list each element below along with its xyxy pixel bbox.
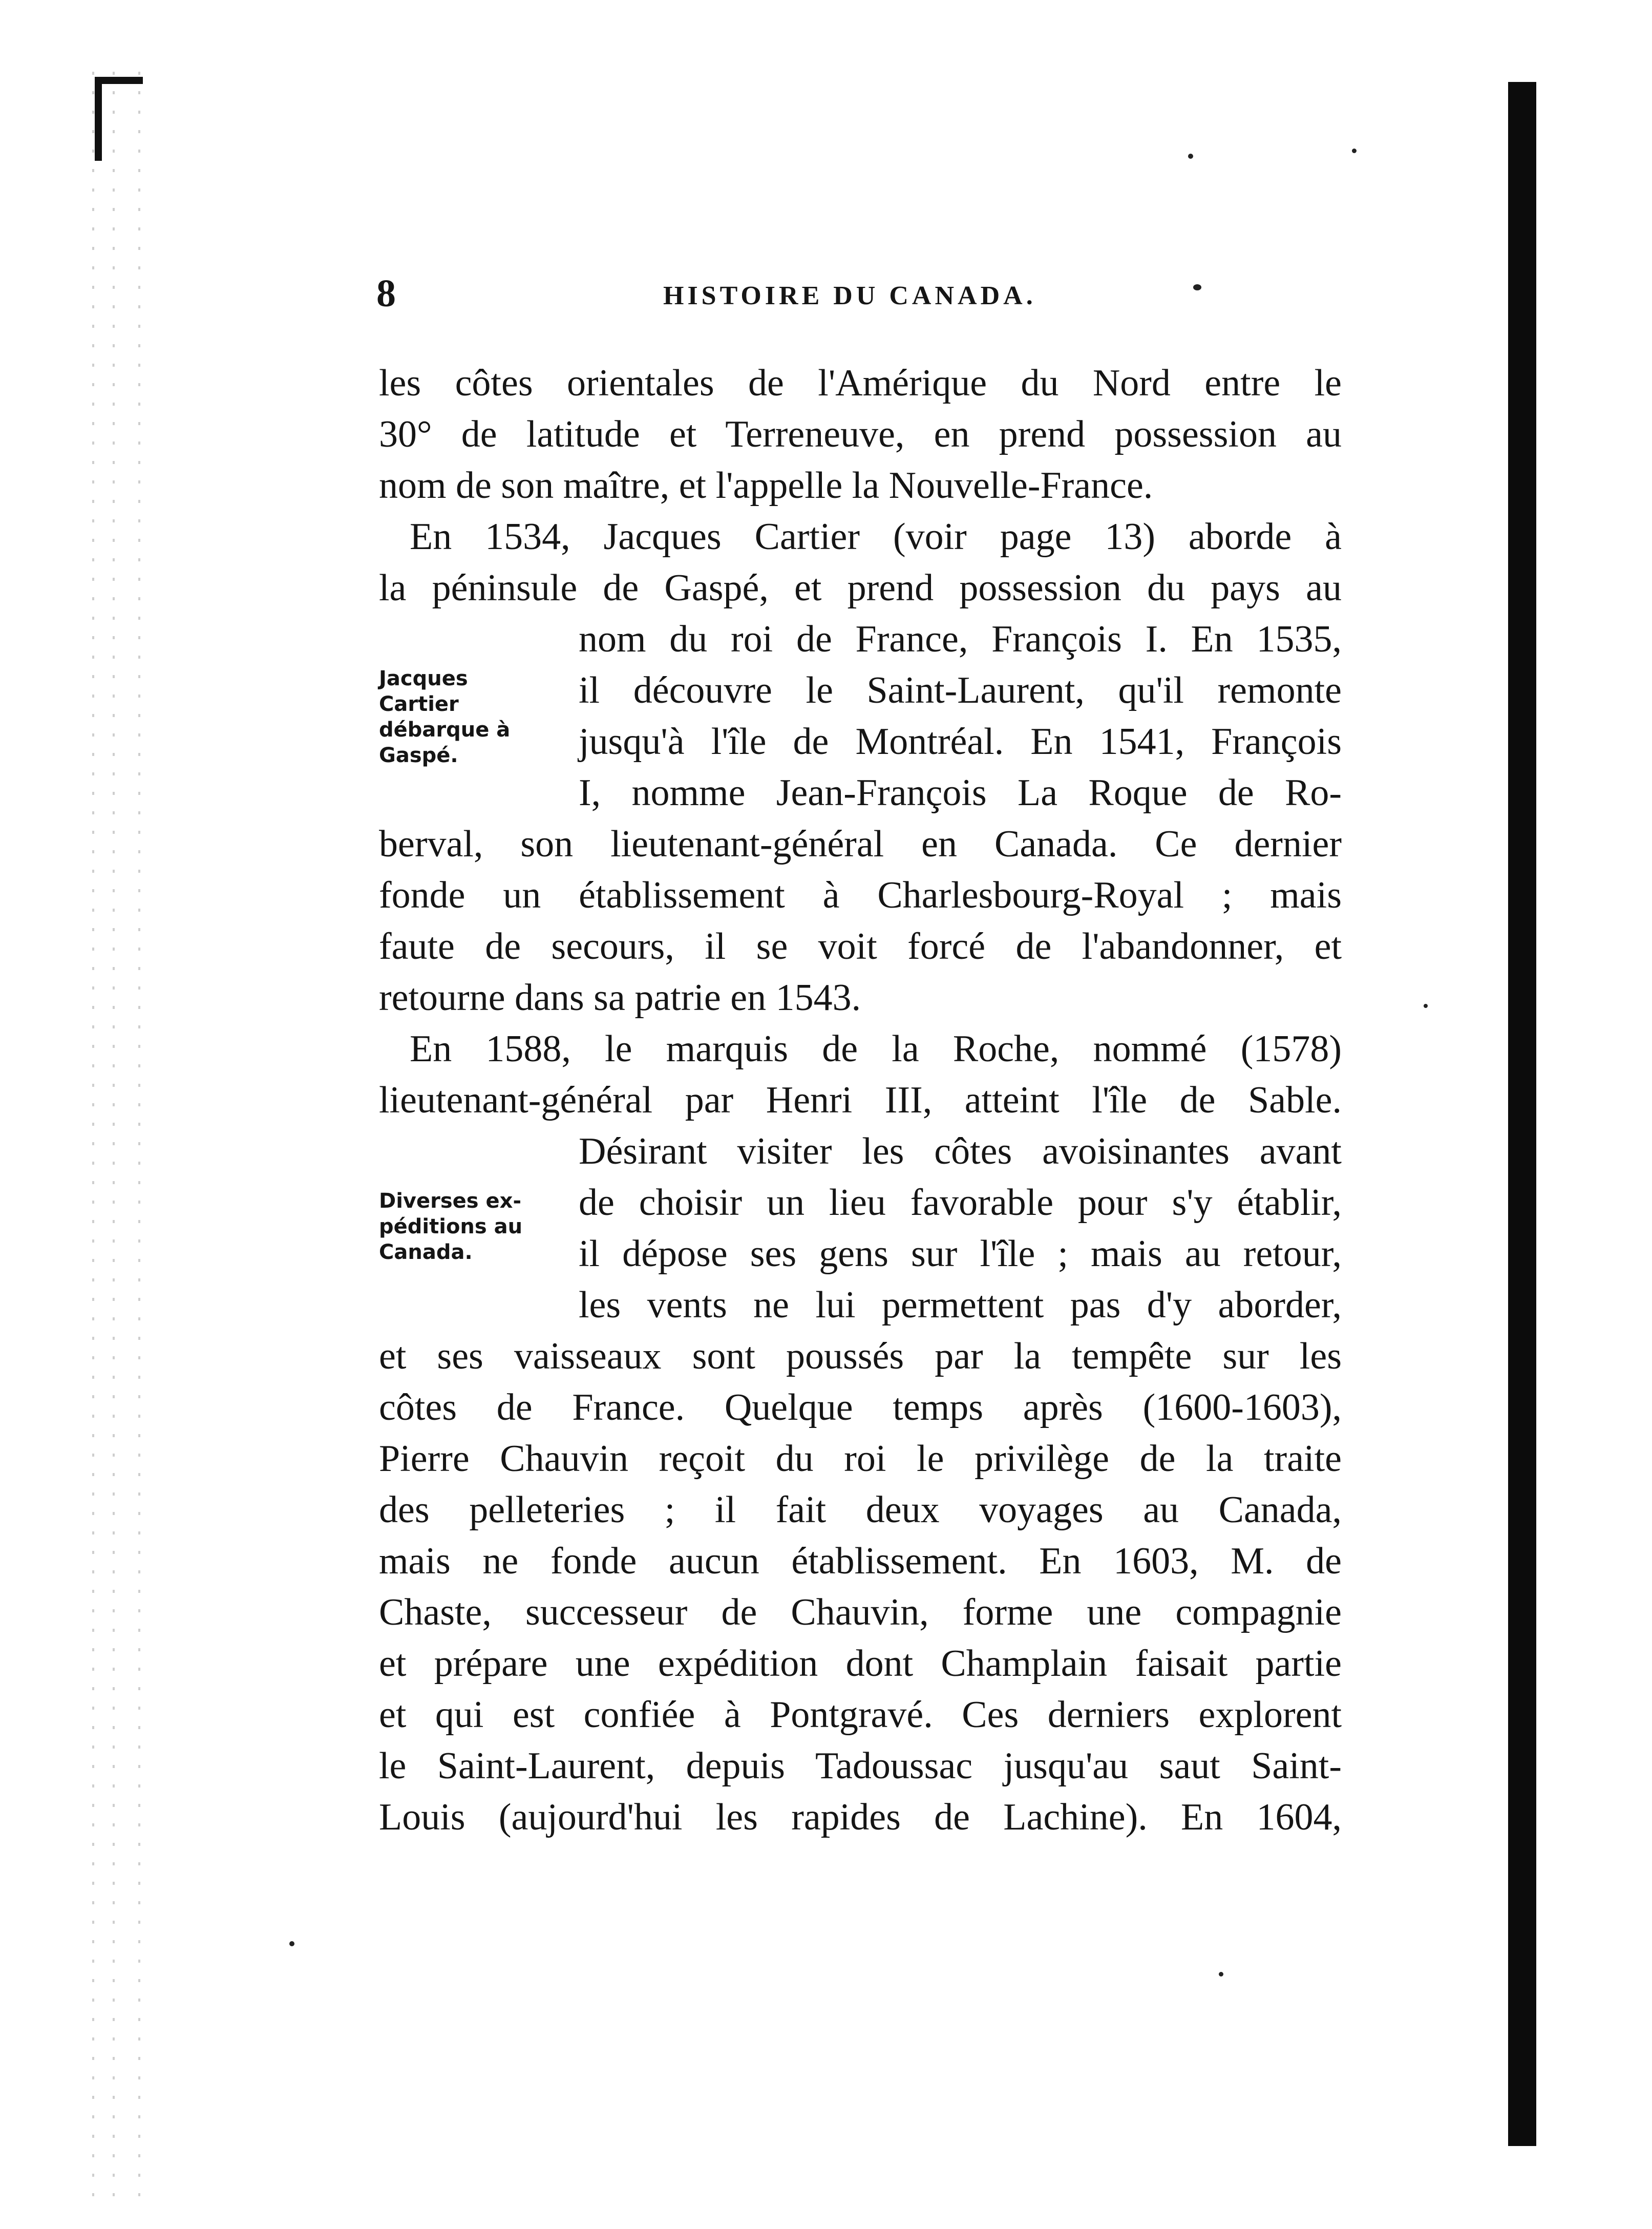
body-line: berval, son lieutenant-général en Canada. Ce dernier [379,823,1342,865]
scan-speck [1188,154,1193,159]
side-note-line: Cartier [379,692,459,716]
scan-speck [1424,1004,1428,1008]
side-note-line: Jacques [379,667,468,690]
page-header [376,266,1339,318]
page-edge-shadow [1508,82,1536,2146]
body-line: le Saint-Laurent, depuis Tadoussac jusqu'au saut Saint- [379,1745,1342,1787]
body-line: de choisir un lieu favorable pour s'y établir, [579,1182,1342,1224]
side-note-line: Canada. [379,1240,473,1264]
body-line: lieutenant-général par Henri III, atteint l'île de Sable. [379,1079,1342,1121]
body-line: mais ne fonde aucun établissement. En 1603, M. de [379,1540,1342,1582]
scan-speck [1352,149,1357,153]
body-line: nom de son maître, et l'appelle la Nouvelle-France. [379,465,1153,507]
body-line: En 1588, le marquis de la Roche, nommé (1578) [410,1028,1342,1070]
body-line: il découvre le Saint-Laurent, qu'il remonte [579,669,1342,711]
scan-corner-mark [95,77,143,161]
scan-speck [289,1941,294,1946]
side-note-line: Gaspé. [379,744,458,767]
body-line: des pelleteries ; il fait deux voyages au Canada, [379,1489,1342,1531]
body-line: Louis (aujourd'hui les rapides de Lachine). En 1604, [379,1796,1342,1838]
side-note-line: Diverses ex- [379,1189,522,1213]
running-title: HISTOIRE DU CANADA. [663,281,1036,310]
body-line: les vents ne lui permettent pas d'y aborder, [579,1284,1342,1326]
body-line: 30° de latitude et Terreneuve, en prend possession au [379,413,1342,455]
scan-speck [1219,1972,1223,1976]
body-line: la péninsule de Gaspé, et prend possession du pays au [379,567,1342,609]
body-line: I, nomme Jean-François La Roque de Ro- [579,772,1342,814]
body-line: En 1534, Jacques Cartier (voir page 13) aborde à [410,516,1342,558]
body-line: Pierre Chauvin reçoit du roi le privilège de la traite [379,1438,1342,1480]
body-line: et ses vaisseaux sont poussés par la tempête sur les [379,1335,1342,1377]
body-line: retourne dans sa patrie en 1543. [379,977,861,1019]
body-line: fonde un établissement à Charlesbourg-Royal ; mais [379,874,1342,916]
side-note-expeditions [379,1188,574,1265]
binding-shadow [92,72,169,2197]
side-note-line: débarque à [379,718,511,742]
body-line: il dépose ses gens sur l'île ; mais au retour, [579,1233,1342,1275]
body-line: Chaste, successeur de Chauvin, forme une compagnie [379,1591,1342,1633]
page-number: 8 [376,272,396,315]
body-line: et qui est confiée à Pontgravé. Ces derniers explorent [379,1694,1342,1736]
body-line: nom du roi de France, François I. En 1535, [579,618,1342,660]
side-note-line: péditions au [379,1215,523,1238]
body-line: côtes de France. Quelque temps après (1600-1603), [379,1386,1342,1428]
body-line: faute de secours, il se voit forcé de l'abandonner, et [379,926,1342,968]
body-line: les côtes orientales de l'Amérique du Nord entre le [379,362,1342,404]
side-note-cartier [379,666,574,768]
body-line: Désirant visiter les côtes avoisinantes avant [579,1130,1342,1172]
body-line: jusqu'à l'île de Montréal. En 1541, François [579,721,1342,763]
body-line: et prépare une expédition dont Champlain faisait partie [379,1643,1342,1685]
